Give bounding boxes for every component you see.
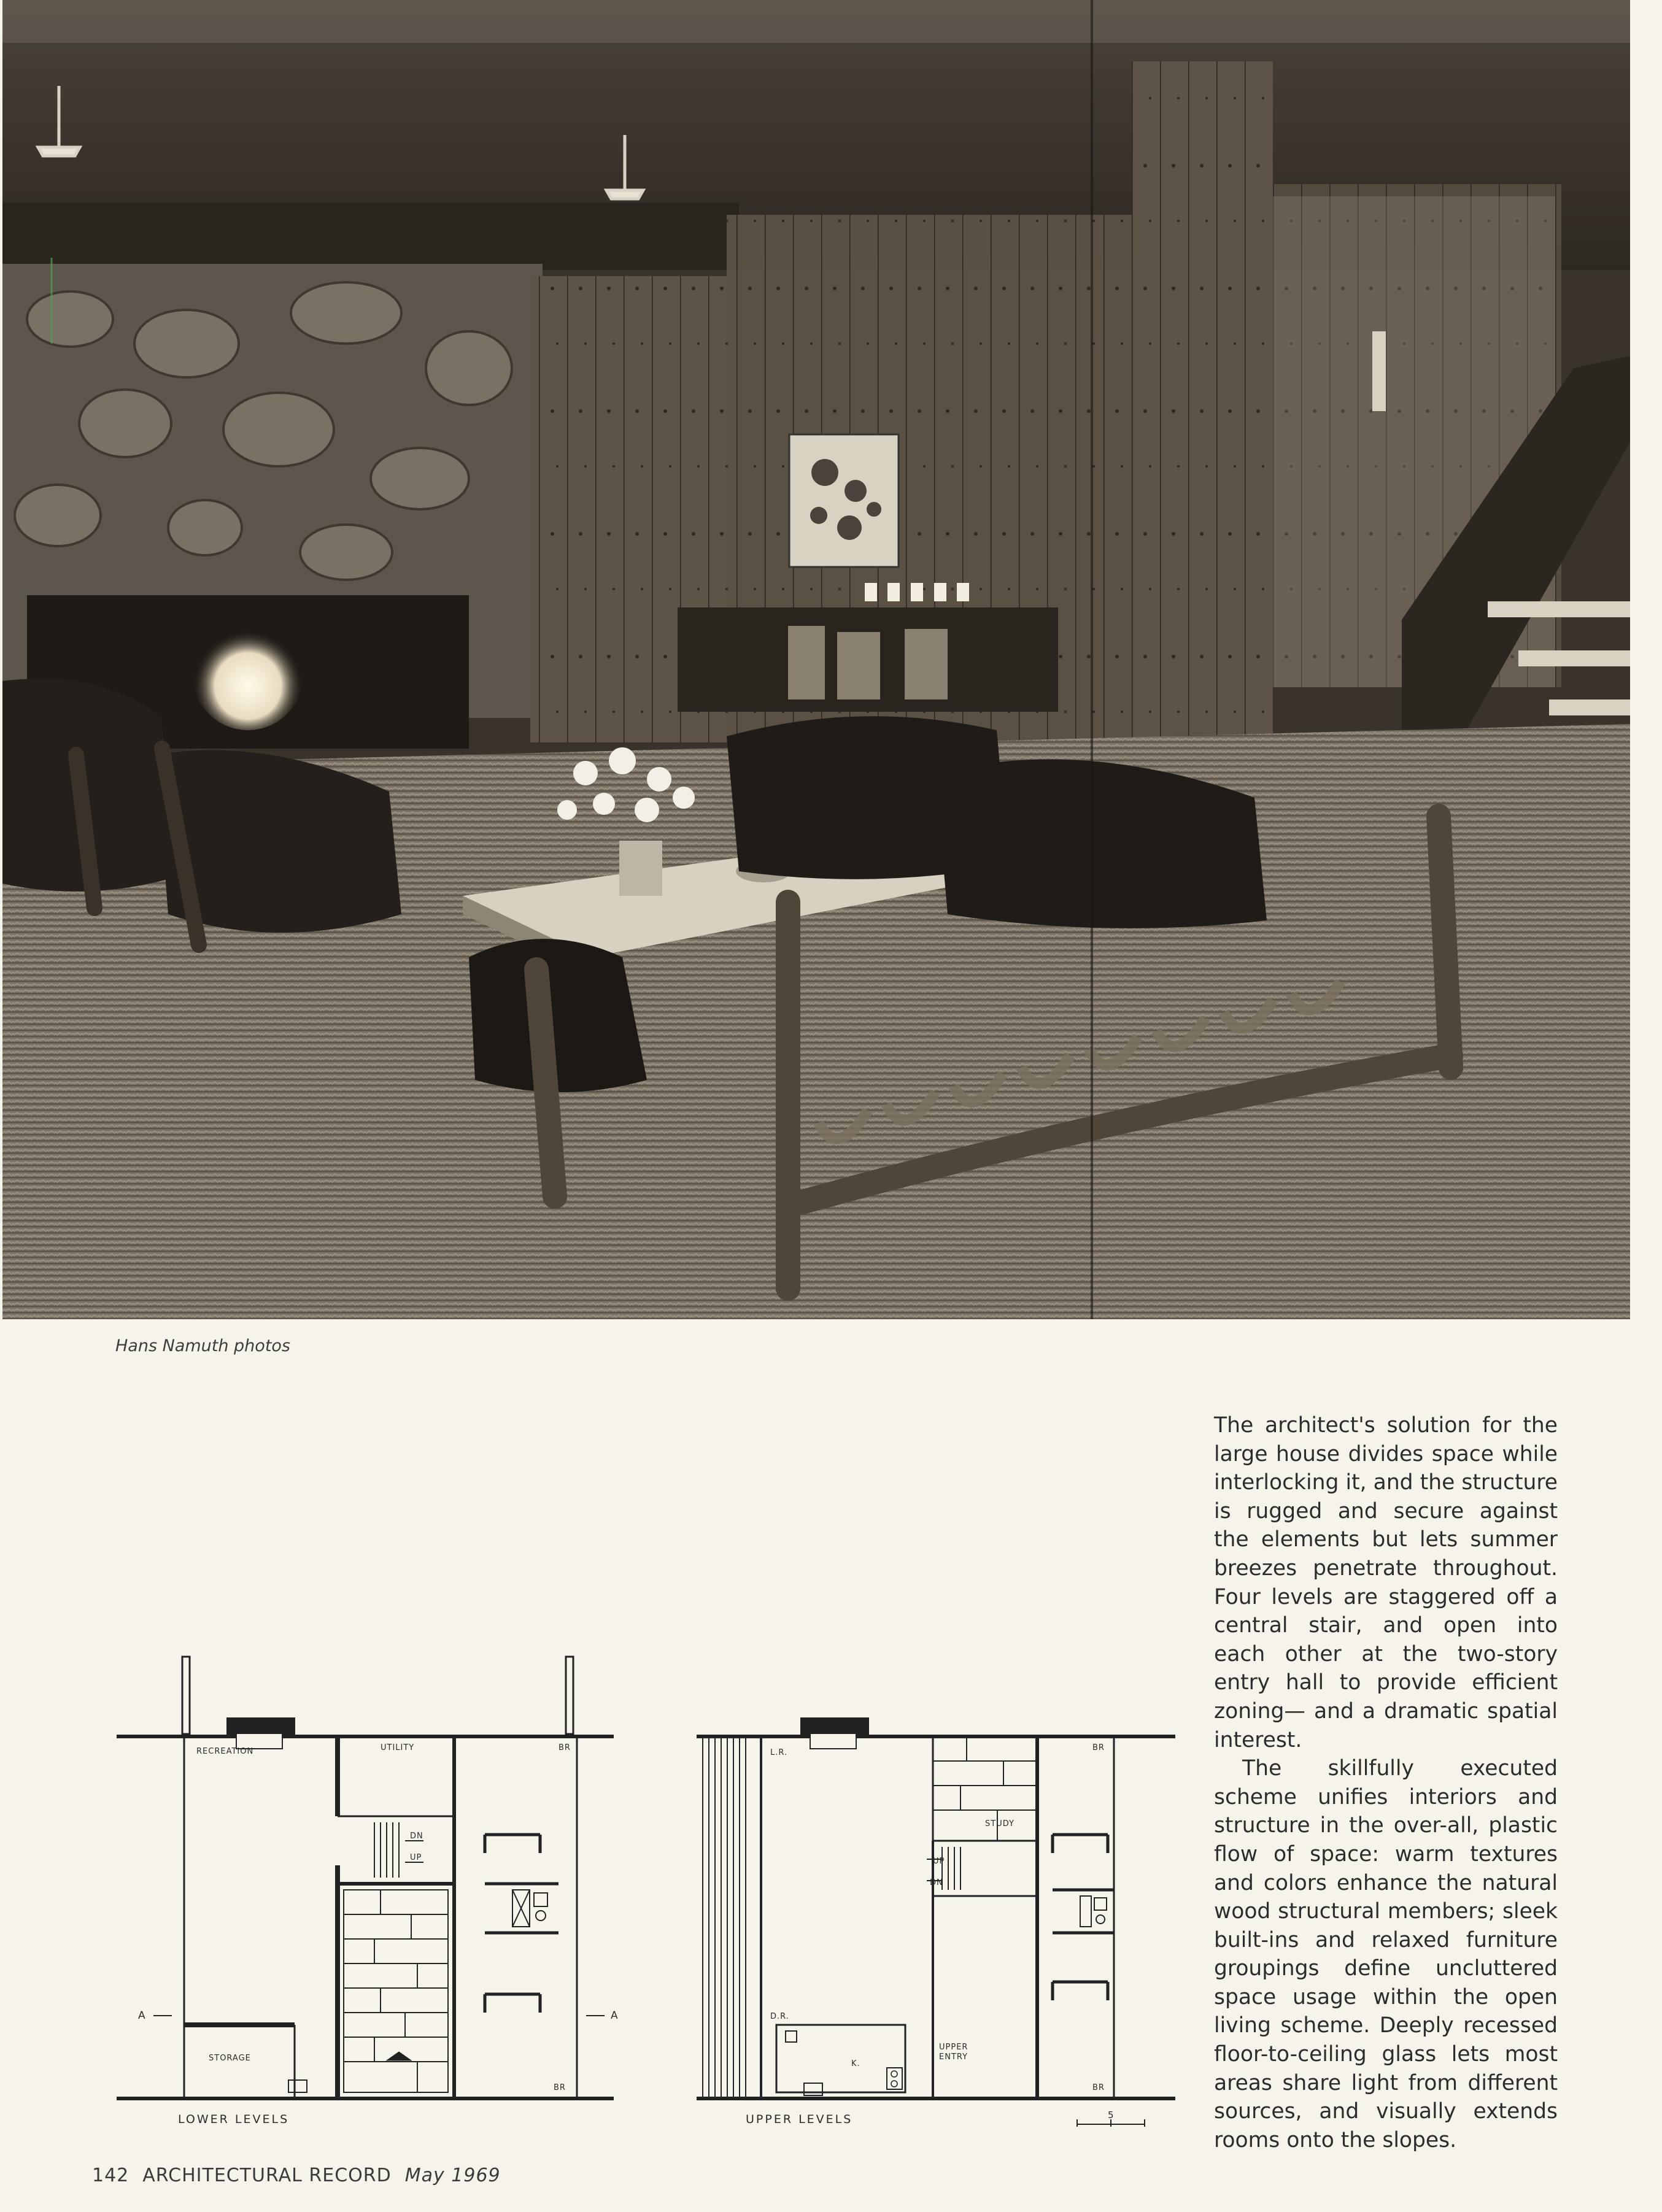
stair-label-up: UP (933, 1857, 945, 1866)
stair-label-dn: DN (410, 1832, 423, 1841)
upper-levels-plan (690, 1712, 1181, 2135)
upper-levels-floor-plan (690, 1712, 1181, 2135)
room-label-recreation: RECREATION (196, 1747, 254, 1756)
lower-levels-floor-plan (110, 1651, 626, 2135)
page-footer (92, 2165, 501, 2186)
article-paragraph-2: The skillfully executed scheme unifies interiors and structure in the over-all, plastic flow of space: warm textures and colors enhance the natural wood structural members; sleek built-ins and relaxed furniture groupings define uncluttered space usage within the open living scheme. Deeply recessed floor-to-ceiling glass lets most areas share light from different sources, and visually extends rooms onto the slopes. (1214, 1756, 1558, 2152)
issue-date: May 1969 (404, 2165, 501, 2186)
living-room-photo-illustration (2, 0, 1630, 1319)
scale-bar-label: 5 (1108, 2110, 1115, 2121)
room-label-study: STUDY (985, 1819, 1015, 1829)
publication-name: ARCHITECTURAL RECORD (142, 2165, 392, 2186)
room-label-upper-entry-line-1: UPPER (939, 2043, 968, 2052)
lower-levels-plan (110, 1651, 626, 2135)
plan-title-lower: LOWER LEVELS (178, 2113, 290, 2126)
room-label-br-top: BR (559, 1743, 571, 1752)
room-label-br-bottom: BR (1092, 2083, 1105, 2092)
room-label-upper-entry-line-2: ENTRY (939, 2052, 968, 2062)
article-paragraph-1: The architect's solution for the large house divides space while interlocking it, and the structure is rugged and secure against the elements but lets summer breezes penetrate throughout. Four levels are staggered off a central stair, and open into each other at the two-story entry hall to provide efficient zoning— and a dramatic spatial interest. (1214, 1413, 1558, 1752)
plan-title-upper: UPPER LEVELS (746, 2113, 853, 2126)
room-label-dr: D.R. (770, 2012, 789, 2021)
room-label-br-bottom: BR (554, 2083, 566, 2092)
room-label-storage: STORAGE (209, 2054, 251, 2063)
section-marker-right: A (611, 2010, 619, 2022)
room-label-k: K. (851, 2059, 860, 2068)
page-number: 142 (92, 2165, 129, 2186)
room-label-br-top: BR (1092, 1743, 1105, 1752)
article-body (1214, 1411, 1558, 2154)
section-marker-left: A (138, 2010, 146, 2022)
room-label-lr: L.R. (770, 1748, 788, 1757)
stair-label-up: UP (410, 1853, 422, 1862)
interior-photo (2, 0, 1630, 1319)
stair-label-dn: DN (930, 1878, 943, 1887)
room-label-utility: UTILITY (381, 1743, 415, 1752)
photo-credit: Hans Namuth photos (115, 1336, 290, 1355)
